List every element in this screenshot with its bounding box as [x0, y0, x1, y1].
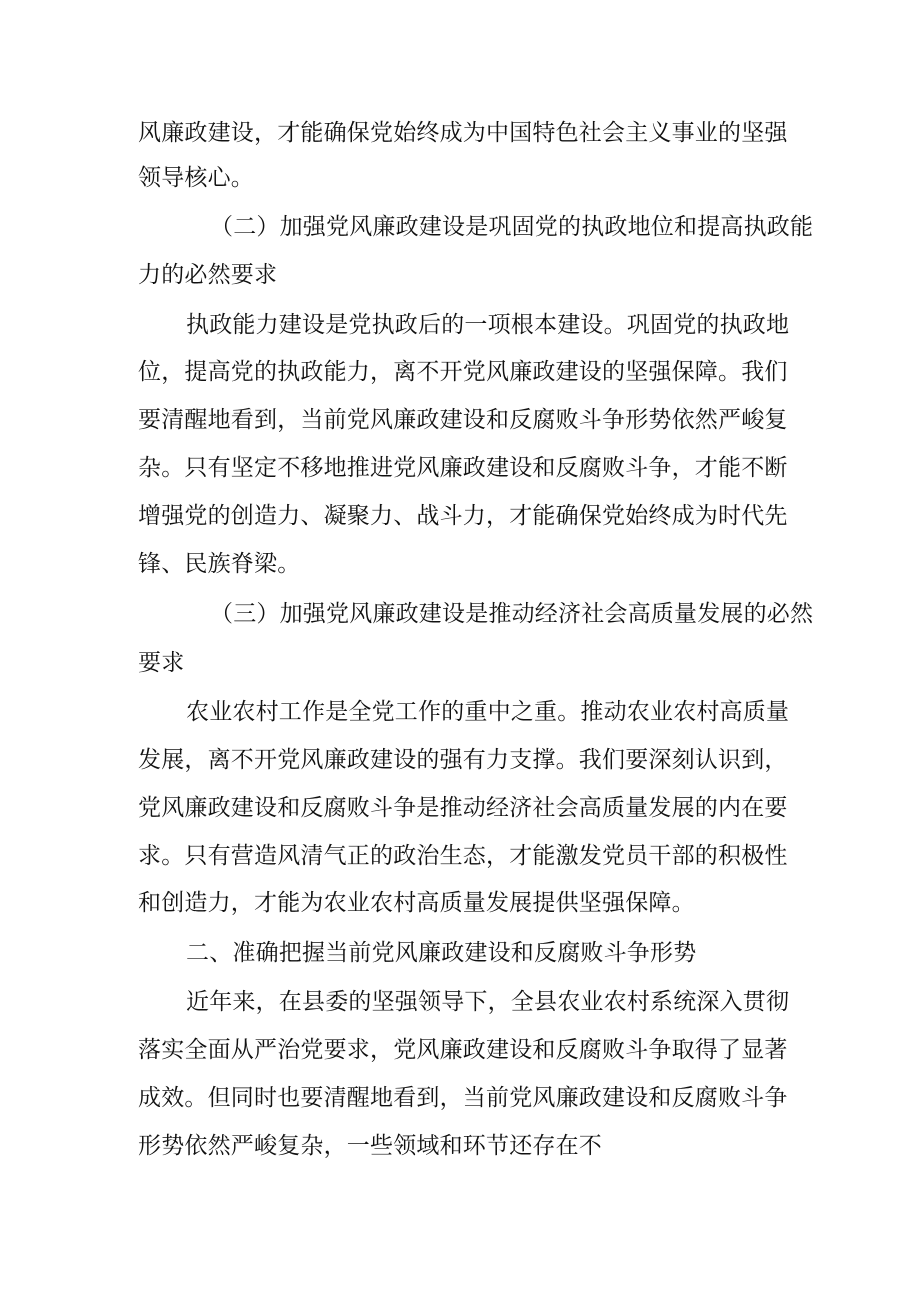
- section-heading-3-cont: 要求: [138, 650, 185, 676]
- paragraph-line: 杂。只有坚定不移地推进党风廉政建设和反腐败斗争，才能不断: [138, 455, 788, 481]
- section-heading-2: （二）加强党风廉政建设是巩固党的执政地位和提高执政能: [210, 214, 814, 240]
- text-line: 领导核心。: [138, 165, 254, 191]
- paragraph-line: 成效。但同时也要清醒地看到，当前党风廉政建设和反腐败斗争: [138, 1085, 788, 1111]
- paragraph-line: 和创造力，才能为农业农村高质量发展提供坚强保障。: [138, 890, 695, 916]
- paragraph-line: 形势依然严峻复杂，一些领域和环节还存在不: [138, 1133, 602, 1159]
- paragraph-line: 执政能力建设是党执政后的一项根本建设。巩固党的执政地: [186, 312, 790, 338]
- paragraph-line: 位，提高党的执政能力，离不开党风廉政建设的坚强保障。我们: [138, 359, 788, 385]
- paragraph-line: 要清醒地看到，当前党风廉政建设和反腐败斗争形势依然严峻复: [138, 407, 788, 433]
- text-line: 风廉政建设，才能确保党始终成为中国特色社会主义事业的坚强: [138, 120, 788, 146]
- section-heading-ii: 二、准确把握当前党风廉政建设和反腐败斗争形势: [186, 940, 697, 966]
- paragraph-line: 党风廉政建设和反腐败斗争是推动经济社会高质量发展的内在要: [138, 795, 788, 821]
- section-heading-3: （三）加强党风廉政建设是推动经济社会高质量发展的必然: [210, 601, 814, 627]
- paragraph-line: 增强党的创造力、凝聚力、战斗力，才能确保党始终成为时代先: [138, 503, 788, 529]
- paragraph-line: 锋、民族脊梁。: [138, 551, 301, 577]
- paragraph-line: 近年来，在县委的坚强领导下，全县农业农村系统深入贯彻: [186, 989, 790, 1015]
- paragraph-line: 求。只有营造风清气正的政治生态，才能激发党员干部的积极性: [138, 843, 788, 869]
- paragraph-line: 农业农村工作是全党工作的重中之重。推动农业农村高质量: [186, 699, 790, 725]
- paragraph-line: 落实全面从严治党要求，党风廉政建设和反腐败斗争取得了显著: [138, 1037, 788, 1063]
- section-heading-2-cont: 力的必然要求: [138, 262, 278, 288]
- paragraph-line: 发展，离不开党风廉政建设的强有力支撑。我们要深刻认识到，: [138, 747, 788, 773]
